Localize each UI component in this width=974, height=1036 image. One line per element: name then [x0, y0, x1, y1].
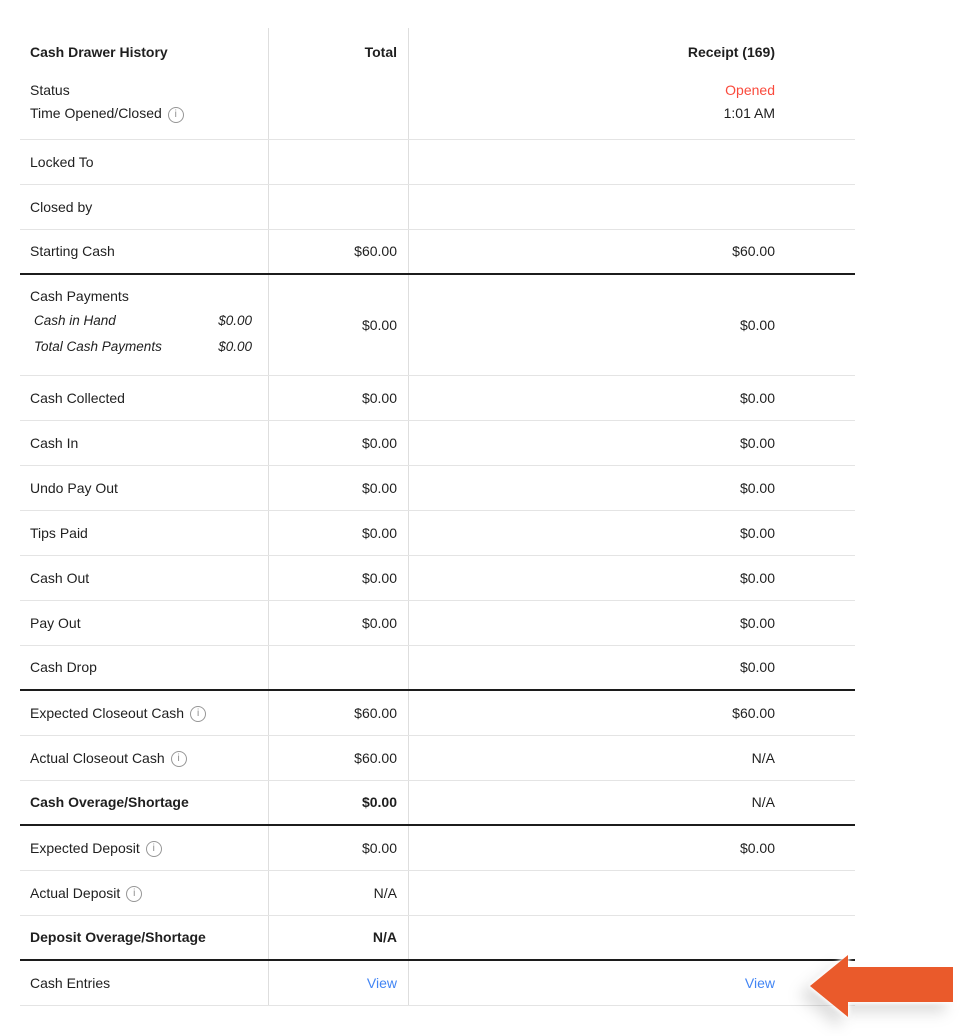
receipt-cell: [408, 511, 855, 555]
total-value: $0.00: [361, 389, 397, 406]
receipt-cell: [408, 961, 855, 1005]
receipt-column-header: Receipt (169): [687, 43, 775, 60]
receipt-value: $0.00: [739, 569, 775, 586]
row-label: Expected Closeout Cash i: [30, 704, 206, 723]
receipt-cell: [408, 76, 855, 139]
row-label-cell: [20, 28, 268, 76]
receipt-value: N/A: [751, 794, 775, 810]
info-icon[interactable]: i: [126, 886, 142, 902]
receipt-cell: [408, 466, 855, 510]
row-label-cell: [20, 556, 268, 600]
row-label: Closed by: [30, 198, 93, 215]
info-icon[interactable]: i: [171, 751, 187, 767]
row-label-cell: [20, 961, 268, 1005]
receipt-cell: [408, 28, 855, 76]
receipt-time-value: 1:01 AM: [723, 105, 775, 121]
row-label-cell: [20, 871, 268, 915]
table-row: [20, 781, 855, 826]
receipt-value: $0.00: [739, 479, 775, 496]
receipt-value: $0.00: [739, 316, 775, 333]
view-total-link[interactable]: View: [366, 974, 397, 991]
row-label: Locked To: [30, 153, 94, 170]
row-label-cell: [20, 826, 268, 870]
row-label: Deposit Overage/Shortage: [30, 929, 206, 945]
receipt-value: $60.00: [732, 704, 775, 721]
receipt-cell: [408, 275, 855, 375]
row-label-cell: [20, 511, 268, 555]
total-cell: [268, 871, 408, 915]
table-row: [20, 601, 855, 646]
total-cell: [268, 185, 408, 229]
table-row: [20, 185, 855, 230]
row-label: Expected Deposit i: [30, 839, 162, 858]
total-value: $0.00: [361, 839, 397, 856]
total-column-header: Total: [364, 43, 397, 60]
total-cell: [268, 230, 408, 273]
table-row: [20, 556, 855, 601]
row-label-cell: [20, 230, 268, 273]
row-label: Cash Overage/Shortage: [30, 794, 189, 810]
total-value: $0.00: [361, 794, 397, 810]
receipt-cell: [408, 185, 855, 229]
receipt-value: $0.00: [739, 524, 775, 541]
table-row: [20, 646, 855, 691]
receipt-value: N/A: [751, 749, 775, 766]
table-row: [20, 230, 855, 275]
receipt-value: $0.00: [739, 434, 775, 451]
table-row: [20, 275, 855, 376]
row-label: Actual Deposit i: [30, 884, 142, 903]
table-row: [20, 736, 855, 781]
row-label: Starting Cash: [30, 243, 115, 259]
table-title: Cash Drawer History: [30, 43, 168, 60]
status-label: Status: [30, 82, 70, 98]
total-cell: [268, 140, 408, 184]
row-label: Pay Out: [30, 614, 81, 631]
total-cell: [268, 736, 408, 780]
total-value: $0.00: [361, 614, 397, 631]
table-row: [20, 916, 855, 961]
row-label-cell: [20, 185, 268, 229]
receipt-value: $0.00: [739, 614, 775, 631]
table-row: [20, 826, 855, 871]
row-label-cell: [20, 646, 268, 689]
total-value: $0.00: [361, 569, 397, 586]
total-cell: [268, 466, 408, 510]
row-label-cell: [20, 781, 268, 824]
receipt-value: $0.00: [739, 659, 775, 675]
receipt-cell: [408, 691, 855, 735]
receipt-cell: [408, 871, 855, 915]
receipt-value: $0.00: [739, 389, 775, 406]
info-icon[interactable]: i: [168, 107, 184, 123]
total-cell: [268, 601, 408, 645]
total-cell: [268, 961, 408, 1005]
total-cell: [268, 826, 408, 870]
total-cell: [268, 376, 408, 420]
sub-row: [34, 334, 252, 360]
total-value: $0.00: [361, 479, 397, 496]
cash-drawer-history-table: [20, 28, 855, 1006]
total-value: $60.00: [354, 749, 397, 766]
row-label-cell: [20, 736, 268, 780]
total-value: $60.00: [354, 243, 397, 259]
receipt-status-value: Opened: [725, 82, 775, 98]
row-label-cell: [20, 691, 268, 735]
row-label-cell: [20, 916, 268, 959]
row-label: Actual Closeout Cash i: [30, 749, 187, 768]
receipt-cell: [408, 556, 855, 600]
total-cell: [268, 28, 408, 76]
row-label-cell: [20, 275, 268, 375]
sub-row-label: Total Cash Payments: [34, 339, 162, 354]
total-cell: [268, 916, 408, 959]
row-label: Cash Payments: [30, 288, 129, 304]
table-row: [20, 511, 855, 556]
table-row: [20, 376, 855, 421]
receipt-cell: [408, 601, 855, 645]
receipt-cell: [408, 376, 855, 420]
table-row: [20, 466, 855, 511]
row-label-cell: [20, 140, 268, 184]
row-label-cell: [20, 466, 268, 510]
total-value: $0.00: [361, 316, 397, 333]
table-row: [20, 140, 855, 185]
receipt-cell: [408, 646, 855, 689]
total-cell: [268, 421, 408, 465]
total-value: N/A: [372, 929, 397, 945]
table-row: [20, 421, 855, 466]
row-label-cell: [20, 376, 268, 420]
sub-row-value: $0.00: [218, 313, 252, 328]
table-row: [20, 961, 855, 1006]
sub-row-label: Cash in Hand: [34, 313, 116, 328]
total-value: $60.00: [354, 704, 397, 721]
time-opened-closed-label: Time Opened/Closed i: [30, 102, 184, 125]
row-label: Cash Entries: [30, 974, 111, 991]
row-label-cell: [20, 601, 268, 645]
annotation-arrow-icon: [804, 949, 956, 1021]
table-row: [20, 871, 855, 916]
status-row: [20, 76, 855, 140]
row-label: Cash In: [30, 434, 79, 451]
total-cell: [268, 76, 408, 139]
total-value: $0.00: [361, 524, 397, 541]
total-cell: [268, 556, 408, 600]
total-cell: [268, 511, 408, 555]
total-cell: [268, 275, 408, 375]
row-label: Tips Paid: [30, 524, 88, 541]
row-label: Cash Out: [30, 569, 90, 586]
sub-row-value: $0.00: [218, 339, 252, 354]
view-receipt-link[interactable]: View: [744, 974, 775, 991]
receipt-cell: [408, 916, 855, 959]
receipt-cell: [408, 781, 855, 824]
total-value: $0.00: [361, 434, 397, 451]
total-cell: [268, 646, 408, 689]
receipt-value: $60.00: [732, 243, 775, 259]
row-label: Undo Pay Out: [30, 479, 118, 496]
receipt-cell: [408, 230, 855, 273]
receipt-cell: [408, 140, 855, 184]
total-cell: [268, 781, 408, 824]
row-label-cell: [20, 76, 268, 139]
table-row: [20, 691, 855, 736]
sub-row: [34, 308, 252, 334]
receipt-cell: [408, 736, 855, 780]
total-value: N/A: [373, 884, 397, 901]
info-icon[interactable]: i: [146, 841, 162, 857]
header-row: [20, 28, 855, 76]
total-cell: [268, 691, 408, 735]
row-label-cell: [20, 421, 268, 465]
receipt-cell: [408, 421, 855, 465]
row-label: Cash Collected: [30, 389, 125, 406]
receipt-cell: [408, 826, 855, 870]
receipt-value: $0.00: [739, 839, 775, 856]
info-icon[interactable]: i: [190, 706, 206, 722]
row-label: Cash Drop: [30, 659, 97, 675]
